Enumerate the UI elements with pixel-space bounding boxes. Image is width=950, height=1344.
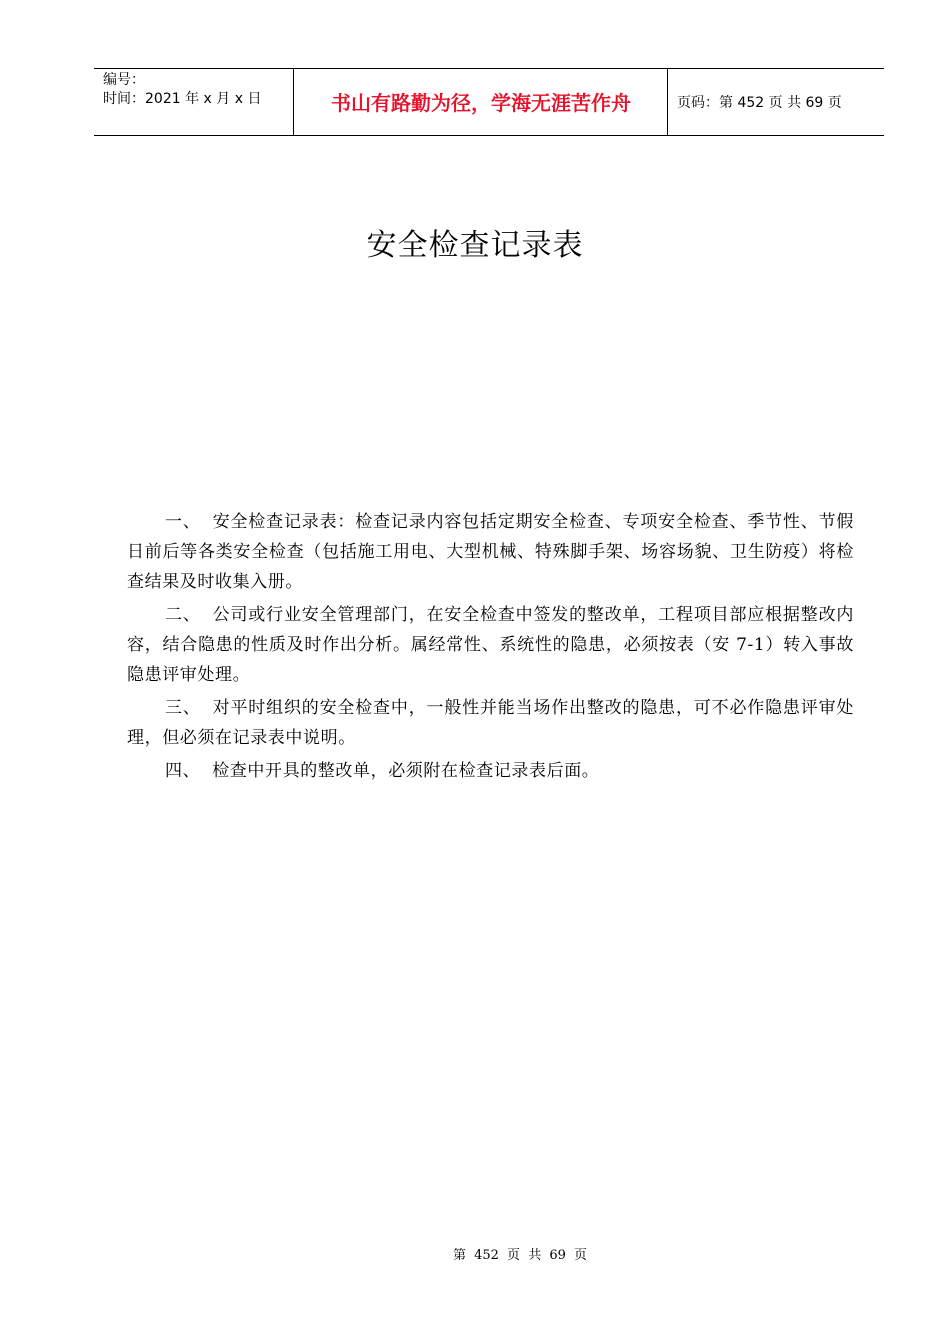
header-page-cell [668,69,884,135]
paragraph-text: 检查中开具的整改单，必须附在检查记录表后面。 [212,761,600,781]
page-header [94,68,884,136]
paragraph-text: 安全检查记录表：检查记录内容包括定期安全检查、专项安全检查、季节性、节假日前后等各类安全检查（包括施工用电、大型机械、特殊脚手架、场容场貌、卫生防疫）将检查结果及时收集入册。 [127,512,854,592]
document-number-label: 编号： [103,72,145,88]
paragraph-number: 四、 [165,761,201,781]
header-page-info: 页码：第 452 页 共 69 页 [677,95,842,111]
paragraph-3 [127,693,854,753]
paragraph-2 [127,600,854,690]
header-meta-cell [94,69,294,135]
document-time-label: 时间：2021 年 x 月 x 日 [103,91,262,107]
paragraph-1 [127,507,854,597]
header-motto-cell [294,69,668,135]
header-motto: 书山有路勤为径，学海无涯苦作舟 [331,91,631,115]
paragraph-number: 二、 [165,605,201,625]
document-body [127,507,854,789]
paragraph-number: 三、 [165,698,201,718]
document-title: 安全检查记录表 [366,228,584,263]
paragraph-text: 对平时组织的安全检查中，一般性并能当场作出整改的隐患，可不必作隐患评审处理，但必须在记录表中说明。 [127,698,854,748]
page-footer-number: 第 452 页 共 69 页 [452,1248,588,1263]
paragraph-text: 公司或行业安全管理部门，在安全检查中签发的整改单，工程项目部应根据整改内容，结合隐患的性质及时作出分析。属经常性、系统性的隐患，必须按表（安 7-1）转入事故隐患评审处理。 [127,605,854,685]
paragraph-4 [127,756,854,786]
paragraph-number: 一、 [165,512,201,532]
